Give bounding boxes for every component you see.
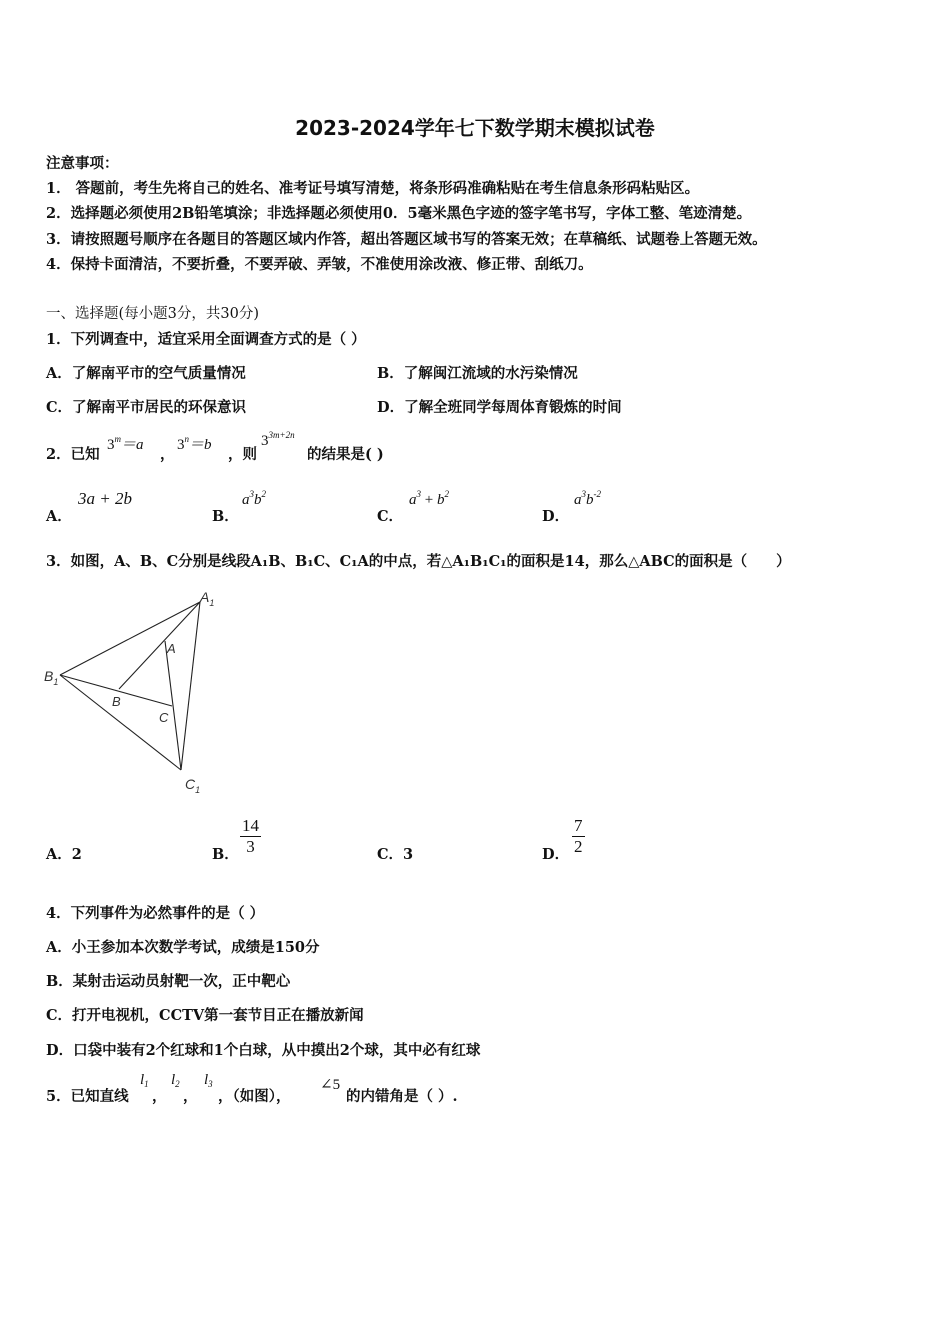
q1-option-b: B．了解闽江流域的水污染情况 [377, 365, 578, 382]
q2-option-d: $a^3b^{-2}$ [574, 489, 601, 508]
q5-comma: ， [152, 1088, 167, 1105]
q2-option-a: 3a + 2b [78, 489, 132, 508]
q2-given-1: $3^m=a$ [107, 434, 144, 453]
q3-option-a: A．2 [46, 846, 82, 863]
q3-option-b-label: B． [212, 846, 239, 863]
q2-option-b-label: B． [212, 508, 239, 525]
q4-option-b: B．某射击运动员射靶一次，正中靶心 [46, 973, 291, 990]
notice-item: 1． 答题前，考生先将自己的姓名、准考证号填写清楚，将条形码准确粘贴在考生信息条形码粘贴区。 [46, 180, 700, 197]
label-c: C [159, 710, 169, 725]
q3-option-d-fraction: $\frac{7}{2}$ [574, 816, 583, 856]
q2-option-b: $a^3b^2$ [242, 489, 266, 508]
notice-heading: 注意事项： [46, 155, 119, 172]
q5-line-2: $l_2$ [171, 1072, 180, 1089]
q3-option-c: C．3 [377, 846, 414, 863]
q2-suffix: 的结果是( ) [307, 446, 384, 463]
label-a: A [167, 641, 176, 656]
q2-option-c: $a^3 + b^2$ [409, 489, 449, 508]
q2-option-a-label: A． [46, 508, 72, 525]
q3-stem: 3．如图，A、B、C分别是线段A₁B、B₁C、C₁A的中点，若△A₁B₁C₁的面积是14，那么△ABC的面积是（ ） [46, 553, 791, 570]
label-b1: $B_1$ [44, 668, 59, 687]
q1-option-a: A．了解南平市的空气质量情况 [46, 365, 246, 382]
q5-line-3: $l_3$ [204, 1072, 213, 1089]
q2-expression: $3^{3m+2n}$ [261, 430, 295, 449]
q2-option-d-label: D． [542, 508, 570, 525]
line-c1-a [165, 641, 181, 770]
notice-item: 2．选择题必须使用2B铅笔填涂；非选择题必须使用0．5毫米黑色字迹的签字笔书写，字体工整、笔迹清楚。 [46, 205, 752, 222]
page-title: 2023-2024学年七下数学期末模拟试卷 [295, 116, 655, 140]
label-a1: $A_1$ [200, 589, 215, 608]
q4-option-c: C．打开电视机，CCTV第一套节目正在播放新闻 [46, 1007, 364, 1024]
q4-option-a: A．小王参加本次数学考试，成绩是150分 [46, 939, 320, 956]
line-a1-c1 [181, 602, 200, 770]
line-b1-a1 [60, 602, 200, 675]
label-b: B [112, 694, 121, 709]
q4-option-d: D．口袋中装有2个红球和1个白球，从中摸出2个球，其中必有红球 [46, 1042, 481, 1059]
label-c1: $C_1$ [185, 776, 201, 795]
q1-option-c: C．了解南平市居民的环保意识 [46, 399, 247, 416]
q1-option-d: D．了解全班同学每周体育锻炼的时间 [377, 399, 622, 416]
q5-line-1: $l_1$ [140, 1072, 149, 1089]
q5-mid: ，（如图）， [218, 1088, 291, 1105]
section-heading: 一、选择题(每小题3分，共30分) [46, 306, 259, 322]
q5-comma: ， [183, 1088, 198, 1105]
q2-prefix: 2．已知 [46, 446, 100, 463]
q2-given-2: $3^n=b$ [177, 434, 212, 453]
q4-stem: 4．下列事件为必然事件的是（ ） [46, 905, 265, 922]
q3-option-b-fraction: $\frac{14}{3}$ [242, 816, 259, 856]
q5-prefix: 5．已知直线 [46, 1088, 129, 1105]
q3-option-d-label: D． [542, 846, 570, 863]
notice-item: 3．请按照题号顺序在各题目的答题区域内作答，超出答题区域书写的答案无效；在草稿纸、试题卷上答题无效。 [46, 231, 767, 248]
q1-stem: 1．下列调查中，适宜采用全面调查方式的是（ ） [46, 331, 366, 348]
line-a1-b [119, 602, 200, 689]
notice-item: 4．保持卡面清洁，不要折叠，不要弄破、弄皱，不准使用涂改液、修正带、刮纸刀。 [46, 256, 593, 273]
q2-sep: ， [160, 446, 175, 463]
q2-then: ，则 [228, 446, 257, 463]
q2-option-c-label: C． [377, 508, 404, 525]
triangle-figure [40, 580, 240, 800]
q5-suffix: 的内错角是（ ）. [346, 1088, 458, 1105]
q5-angle: ∠5 [320, 1077, 341, 1093]
